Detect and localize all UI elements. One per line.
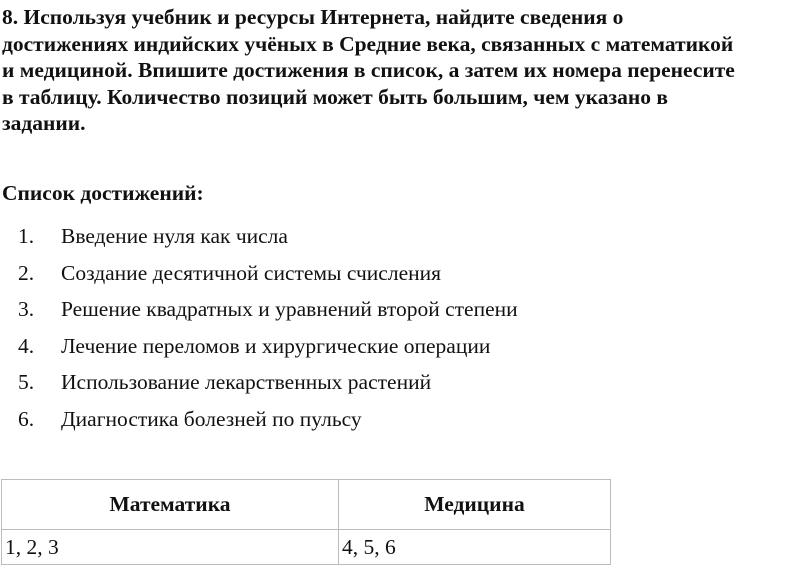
table-header-row [2, 480, 611, 530]
cell-math-answer: 1, 2, 3 [2, 530, 339, 565]
task-line: в таблицу. Количество позиций может быть большим, чем указано в [2, 84, 668, 109]
table-row [2, 530, 611, 565]
list-item-number: 5. [18, 370, 35, 394]
task-line: и медициной. Впишите достижения в список, а затем их номера перенесите [2, 58, 735, 82]
list-title: Список достижений: [2, 181, 204, 205]
task-line: достижениях индийских учёных в Средние века, связанных с математикой [2, 31, 734, 56]
list-item-number: 1. [18, 224, 35, 248]
list-item-text: Решение квадратных и уравнений второй степени [61, 297, 518, 321]
cell-medicine-answer: 4, 5, 6 [339, 530, 611, 565]
task-line: 8. Используя учебник и ресурсы Интернета, найдите сведения о [2, 5, 624, 29]
list-item-text: Создание десятичной системы счисления [61, 260, 442, 285]
answer-table [1, 479, 611, 565]
list-item-text: Лечение переломов и хирургические операции [61, 333, 491, 358]
header-math: Математика [2, 480, 339, 530]
list-item-number: 3. [18, 297, 35, 321]
task-text [2, 4, 798, 137]
list-item-text: Диагностика болезней по пульсу [61, 406, 362, 431]
list-item-text: Использование лекарственных растений [61, 370, 432, 394]
list-item-text: Введение нуля как числа [61, 224, 288, 248]
task-line: задании. [2, 111, 86, 135]
list-item-number: 6. [18, 406, 35, 431]
list-item-number: 2. [18, 260, 35, 285]
header-medicine: Медицина [339, 480, 611, 530]
list-item-number: 4. [18, 333, 35, 358]
